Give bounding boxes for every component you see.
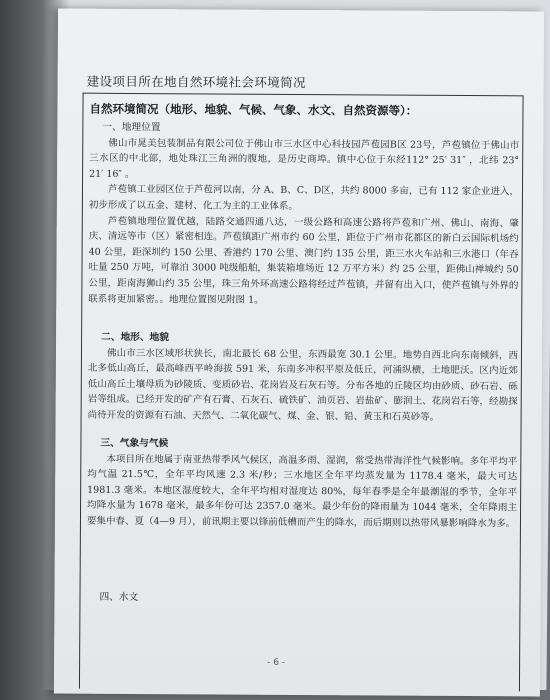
subsection-heading: 四、水文 <box>99 591 139 604</box>
subsection-heading: 三、气象与气候 <box>100 437 169 450</box>
subsection-hydrology <box>86 590 516 608</box>
subsection-terrain <box>88 330 519 426</box>
paragraph: 芦苞镇工业园区位于芦苞河以南，分 A、B、C、D区，共约 8000 多亩，已有 112 家企业进入，初步形成了以五金、建材、化工为主的工业体系。 <box>88 184 520 212</box>
page-number: - 6 - <box>267 657 286 668</box>
document-page <box>54 9 544 697</box>
content-frame <box>79 93 524 692</box>
paragraph: 佛山市晁美包装制品有限公司位于佛山市三水区中心科技园芦苞园B区 23号，芦苞镇位于佛山市三水区的中北部，地处珠江三角洲的腹地，是历史商埠。镇中心位于东经112° 25′ 31″ ，北纬 23° 21′ 16″ 。 <box>89 137 520 180</box>
paragraph: 芦苞镇地理位置优越，陆路交通四通八达，一级公路和高速公路将芦苞和广州、佛山、南海、肇庆、清远等市（区）紧密相连。芦苞镇距广州市约 60 公里，距位于广州市花都区的新白云国际机场约 40 公里，距深圳约 150 公里、香港约 170 公里、澳门约 135 公里，距三水火车站和三水港口（年吞吐量 250 万吨，可靠泊 3000 吨级船舶，集装箱堆场近 12 万平方米）约 25 公里，距佛山禅城约 50 公里，距南海狮山约 35 公里，珠三角外环高速公路将经过芦苞镇，并留有出入口，使芦苞镇与外界的联系将更加紧密。。地理位置图见附图 1。 <box>88 215 519 306</box>
document-title: 建设项目所在地自然环境社会环境简况 <box>86 73 307 91</box>
paragraph: 本项目所在地属于南亚热带季风气候区，高温多雨、湿润，常受热带海洋性气候影响。多年平均平均气温 21.5℃，全年平均风速 2.3 米/秒；三水地区全年平均蒸发量为 1178.4 毫米，最大可达 1981.3 毫米。本地区湿度较大，全年平均相对湿度达 80%，每年春季是全年最潮湿的季节，全年平均降水量为 1678 毫米，最多年份可达 2357.0 毫米。最少年份的降雨量为 1044 毫米，全年降雨主要集中春、夏（4—9 月），前讯期主要以锋前低槽而产生的降水，而后期则以热带风暴影响降水为多。 <box>86 453 518 530</box>
subsection-climate <box>87 436 518 532</box>
subsection-location <box>88 120 519 310</box>
subsection-heading: 二、地形、地貌 <box>101 331 169 344</box>
section-heading: 自然环境简况（地形、地貌、气候、气象、水文、自然资源等）： <box>89 101 418 118</box>
subsection-heading: 一、地理位置 <box>102 121 161 134</box>
paragraph: 佛山市三水区域形状狭长，南北最长 68 公里，东西最宽 30.1 公里。地势自西北向东南倾斜，西北多低山高丘，最高峰西平岭海拔 591 米，东南多冲积平原及低丘，河涌纵横，土地肥沃。区内近郊低山高丘土壤母质为砂陵质、变质砂岩、花岗岩及石灰石等。分布各地的丘陵区均由砂质、砂石岩、砾岩等组成。已经开发的矿产有石膏、石灰石、硫铁矿、油页岩、岩盐矿、膨润土、花岗岩石等，经勘探尚待开发的资源有石油、天然气、二氧化碳气、煤、金、银、铅、黄玉和石英砂等。 <box>87 347 519 423</box>
